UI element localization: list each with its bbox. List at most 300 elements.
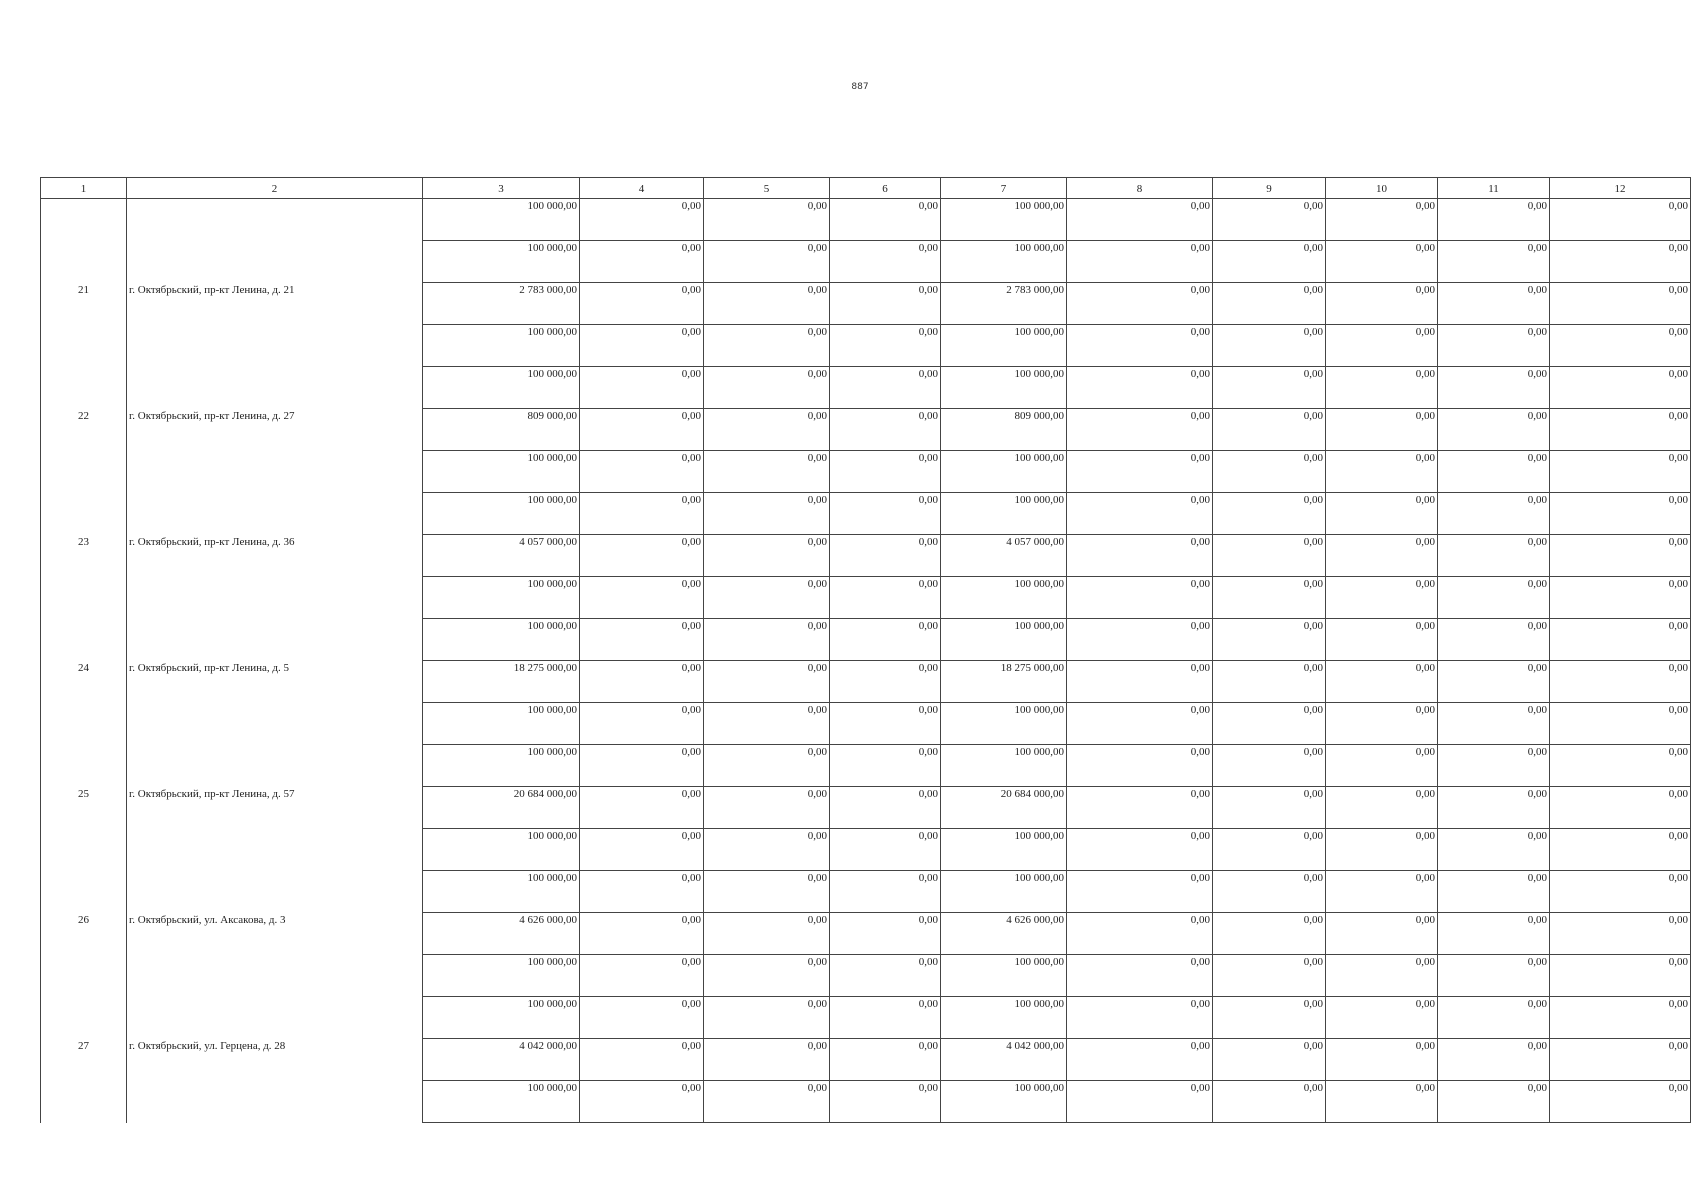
value-cell: 100 000,00 (941, 871, 1067, 913)
value-cell: 100 000,00 (423, 829, 580, 871)
value-cell: 100 000,00 (423, 577, 580, 619)
value-cell: 100 000,00 (423, 199, 580, 241)
value-cell: 0,00 (1213, 661, 1326, 703)
address-cell (127, 241, 423, 283)
value-cell: 0,00 (830, 787, 941, 829)
value-cell: 0,00 (704, 871, 830, 913)
value-cell: 0,00 (580, 619, 704, 661)
value-cell: 0,00 (1213, 829, 1326, 871)
value-cell: 0,00 (1438, 577, 1550, 619)
value-cell: 18 275 000,00 (941, 661, 1067, 703)
value-cell: 0,00 (1067, 409, 1213, 451)
row-number-cell: 26 (41, 913, 127, 955)
row-number-cell (41, 997, 127, 1039)
value-cell: 0,00 (704, 703, 830, 745)
value-cell: 4 626 000,00 (941, 913, 1067, 955)
value-cell: 0,00 (830, 871, 941, 913)
column-header: 11 (1438, 178, 1550, 199)
value-cell: 0,00 (830, 997, 941, 1039)
row-number-cell: 24 (41, 661, 127, 703)
value-cell: 100 000,00 (423, 619, 580, 661)
value-cell: 0,00 (1326, 493, 1438, 535)
value-cell: 0,00 (1213, 493, 1326, 535)
value-cell: 0,00 (1213, 199, 1326, 241)
address-cell (127, 619, 423, 661)
column-header: 9 (1213, 178, 1326, 199)
value-cell: 0,00 (580, 913, 704, 955)
value-cell: 0,00 (1550, 241, 1691, 283)
value-cell: 0,00 (1326, 1039, 1438, 1081)
value-cell: 0,00 (1326, 325, 1438, 367)
value-cell: 100 000,00 (941, 451, 1067, 493)
address-cell: г. Октябрьский, пр-кт Ленина, д. 57 (127, 787, 423, 829)
value-cell: 0,00 (1067, 997, 1213, 1039)
table-row (41, 661, 1691, 703)
value-cell: 0,00 (1438, 493, 1550, 535)
value-cell: 0,00 (1067, 451, 1213, 493)
value-cell: 0,00 (1067, 661, 1213, 703)
value-cell: 100 000,00 (423, 325, 580, 367)
value-cell: 0,00 (1067, 283, 1213, 325)
value-cell: 0,00 (1213, 619, 1326, 661)
value-cell: 0,00 (580, 997, 704, 1039)
row-number-cell: 22 (41, 409, 127, 451)
table-row (41, 703, 1691, 745)
row-number-cell (41, 745, 127, 787)
value-cell: 0,00 (1213, 367, 1326, 409)
row-number-cell (41, 1081, 127, 1123)
value-cell: 100 000,00 (941, 577, 1067, 619)
column-header: 12 (1550, 178, 1691, 199)
value-cell: 100 000,00 (423, 241, 580, 283)
value-cell: 0,00 (1550, 493, 1691, 535)
value-cell: 0,00 (1438, 199, 1550, 241)
value-cell: 2 783 000,00 (941, 283, 1067, 325)
value-cell: 0,00 (1326, 913, 1438, 955)
value-cell: 0,00 (704, 1039, 830, 1081)
value-cell: 0,00 (1550, 913, 1691, 955)
value-cell: 0,00 (704, 745, 830, 787)
value-cell: 0,00 (1067, 871, 1213, 913)
table-row (41, 493, 1691, 535)
value-cell: 0,00 (830, 703, 941, 745)
value-cell: 0,00 (1550, 703, 1691, 745)
value-cell: 0,00 (1326, 787, 1438, 829)
value-cell: 100 000,00 (941, 1081, 1067, 1123)
value-cell: 0,00 (580, 535, 704, 577)
value-cell: 0,00 (1438, 703, 1550, 745)
table-row (41, 199, 1691, 241)
value-cell: 100 000,00 (941, 241, 1067, 283)
table-row (41, 955, 1691, 997)
data-table (40, 177, 1691, 1123)
value-cell: 0,00 (580, 745, 704, 787)
value-cell: 4 057 000,00 (423, 535, 580, 577)
address-cell (127, 577, 423, 619)
value-cell: 0,00 (580, 451, 704, 493)
value-cell: 0,00 (1213, 745, 1326, 787)
column-header: 2 (127, 178, 423, 199)
value-cell: 0,00 (1326, 241, 1438, 283)
value-cell: 0,00 (704, 409, 830, 451)
value-cell: 0,00 (580, 283, 704, 325)
address-cell (127, 451, 423, 493)
value-cell: 0,00 (1550, 577, 1691, 619)
value-cell: 0,00 (830, 577, 941, 619)
row-number-cell (41, 619, 127, 661)
value-cell: 0,00 (704, 913, 830, 955)
value-cell: 0,00 (1213, 955, 1326, 997)
value-cell: 0,00 (704, 787, 830, 829)
value-cell: 0,00 (1213, 913, 1326, 955)
value-cell: 0,00 (1550, 451, 1691, 493)
row-number-cell: 23 (41, 535, 127, 577)
address-cell (127, 745, 423, 787)
row-number-cell (41, 703, 127, 745)
value-cell: 0,00 (580, 241, 704, 283)
value-cell: 0,00 (1067, 955, 1213, 997)
value-cell: 0,00 (830, 367, 941, 409)
row-number-cell: 25 (41, 787, 127, 829)
column-header: 1 (41, 178, 127, 199)
address-cell (127, 955, 423, 997)
table-row (41, 241, 1691, 283)
value-cell: 0,00 (1326, 661, 1438, 703)
value-cell: 0,00 (1550, 199, 1691, 241)
table-row (41, 745, 1691, 787)
value-cell: 0,00 (830, 913, 941, 955)
value-cell: 0,00 (704, 955, 830, 997)
row-number-cell (41, 325, 127, 367)
value-cell: 0,00 (830, 1081, 941, 1123)
row-number-cell (41, 451, 127, 493)
value-cell: 0,00 (1438, 955, 1550, 997)
value-cell: 0,00 (1326, 283, 1438, 325)
value-cell: 100 000,00 (423, 493, 580, 535)
value-cell: 4 042 000,00 (941, 1039, 1067, 1081)
table-row (41, 451, 1691, 493)
value-cell: 0,00 (580, 829, 704, 871)
row-number-cell (41, 241, 127, 283)
address-cell (127, 703, 423, 745)
value-cell: 0,00 (580, 955, 704, 997)
table-row (41, 325, 1691, 367)
value-cell: 0,00 (580, 871, 704, 913)
value-cell: 0,00 (704, 451, 830, 493)
value-cell: 809 000,00 (423, 409, 580, 451)
value-cell: 0,00 (830, 619, 941, 661)
value-cell: 0,00 (704, 283, 830, 325)
row-number-cell (41, 367, 127, 409)
value-cell: 0,00 (704, 199, 830, 241)
table-row (41, 913, 1691, 955)
value-cell: 0,00 (1550, 997, 1691, 1039)
column-header: 5 (704, 178, 830, 199)
value-cell: 0,00 (1438, 325, 1550, 367)
column-header: 8 (1067, 178, 1213, 199)
value-cell: 0,00 (830, 283, 941, 325)
value-cell: 0,00 (1067, 829, 1213, 871)
value-cell: 100 000,00 (941, 199, 1067, 241)
value-cell: 100 000,00 (941, 493, 1067, 535)
column-header: 10 (1326, 178, 1438, 199)
value-cell: 20 684 000,00 (941, 787, 1067, 829)
column-header: 3 (423, 178, 580, 199)
table-row (41, 619, 1691, 661)
header-row (41, 178, 1691, 199)
value-cell: 100 000,00 (941, 955, 1067, 997)
value-cell: 100 000,00 (423, 871, 580, 913)
value-cell: 0,00 (1213, 325, 1326, 367)
value-cell: 0,00 (1213, 871, 1326, 913)
value-cell: 0,00 (1326, 619, 1438, 661)
value-cell: 0,00 (830, 745, 941, 787)
value-cell: 0,00 (1550, 871, 1691, 913)
table-row (41, 409, 1691, 451)
value-cell: 0,00 (1438, 871, 1550, 913)
value-cell: 0,00 (1550, 787, 1691, 829)
value-cell: 0,00 (1067, 199, 1213, 241)
value-cell: 0,00 (1326, 451, 1438, 493)
value-cell: 0,00 (830, 493, 941, 535)
table-row (41, 367, 1691, 409)
value-cell: 0,00 (704, 241, 830, 283)
value-cell: 0,00 (1067, 787, 1213, 829)
value-cell: 0,00 (1213, 451, 1326, 493)
table-row (41, 997, 1691, 1039)
value-cell: 0,00 (1326, 997, 1438, 1039)
value-cell: 100 000,00 (423, 955, 580, 997)
value-cell: 100 000,00 (423, 745, 580, 787)
value-cell: 0,00 (580, 325, 704, 367)
value-cell: 0,00 (1550, 325, 1691, 367)
value-cell: 0,00 (704, 577, 830, 619)
value-cell: 0,00 (1550, 409, 1691, 451)
value-cell: 0,00 (704, 535, 830, 577)
value-cell: 0,00 (1326, 1081, 1438, 1123)
value-cell: 0,00 (1438, 829, 1550, 871)
value-cell: 0,00 (830, 535, 941, 577)
value-cell: 0,00 (704, 829, 830, 871)
value-cell: 0,00 (1067, 535, 1213, 577)
value-cell: 0,00 (704, 493, 830, 535)
value-cell: 4 626 000,00 (423, 913, 580, 955)
value-cell: 0,00 (1213, 577, 1326, 619)
value-cell: 0,00 (1550, 535, 1691, 577)
value-cell: 0,00 (580, 367, 704, 409)
value-cell: 0,00 (1326, 367, 1438, 409)
value-cell: 0,00 (1067, 325, 1213, 367)
address-cell: г. Октябрьский, ул. Герцена, д. 28 (127, 1039, 423, 1081)
value-cell: 0,00 (580, 1081, 704, 1123)
address-cell: г. Октябрьский, пр-кт Ленина, д. 21 (127, 283, 423, 325)
value-cell: 0,00 (1067, 241, 1213, 283)
value-cell: 100 000,00 (941, 367, 1067, 409)
address-cell (127, 871, 423, 913)
value-cell: 0,00 (1213, 535, 1326, 577)
value-cell: 0,00 (1213, 703, 1326, 745)
value-cell: 0,00 (830, 1039, 941, 1081)
value-cell: 0,00 (1326, 703, 1438, 745)
table-row (41, 787, 1691, 829)
address-cell: г. Октябрьский, пр-кт Ленина, д. 27 (127, 409, 423, 451)
value-cell: 0,00 (1438, 367, 1550, 409)
value-cell: 809 000,00 (941, 409, 1067, 451)
value-cell: 0,00 (1438, 283, 1550, 325)
table-row (41, 829, 1691, 871)
value-cell: 0,00 (1326, 409, 1438, 451)
row-number-cell (41, 955, 127, 997)
value-cell: 0,00 (830, 955, 941, 997)
value-cell: 0,00 (1550, 367, 1691, 409)
address-cell (127, 997, 423, 1039)
value-cell: 0,00 (1326, 871, 1438, 913)
table-row (41, 577, 1691, 619)
address-cell (127, 493, 423, 535)
value-cell: 0,00 (830, 409, 941, 451)
address-cell (127, 829, 423, 871)
value-cell: 0,00 (704, 367, 830, 409)
value-cell: 0,00 (1438, 661, 1550, 703)
value-cell: 0,00 (830, 199, 941, 241)
value-cell: 0,00 (1213, 1081, 1326, 1123)
value-cell: 0,00 (1213, 283, 1326, 325)
address-cell (127, 199, 423, 241)
value-cell: 100 000,00 (941, 703, 1067, 745)
column-header: 7 (941, 178, 1067, 199)
value-cell: 100 000,00 (941, 619, 1067, 661)
value-cell: 0,00 (1326, 535, 1438, 577)
value-cell: 0,00 (580, 577, 704, 619)
value-cell: 4 042 000,00 (423, 1039, 580, 1081)
value-cell: 100 000,00 (941, 829, 1067, 871)
value-cell: 0,00 (580, 493, 704, 535)
value-cell: 100 000,00 (941, 745, 1067, 787)
value-cell: 0,00 (580, 661, 704, 703)
value-cell: 0,00 (1438, 1039, 1550, 1081)
value-cell: 0,00 (580, 787, 704, 829)
value-cell: 100 000,00 (423, 1081, 580, 1123)
value-cell: 0,00 (580, 409, 704, 451)
value-cell: 0,00 (1438, 745, 1550, 787)
table-row (41, 535, 1691, 577)
value-cell: 0,00 (830, 829, 941, 871)
value-cell: 0,00 (1438, 619, 1550, 661)
value-cell: 0,00 (1067, 1039, 1213, 1081)
value-cell: 100 000,00 (941, 325, 1067, 367)
value-cell: 20 684 000,00 (423, 787, 580, 829)
value-cell: 0,00 (1326, 577, 1438, 619)
value-cell: 0,00 (1550, 1039, 1691, 1081)
value-cell: 0,00 (1550, 283, 1691, 325)
value-cell: 0,00 (1326, 199, 1438, 241)
value-cell: 0,00 (830, 241, 941, 283)
value-cell: 0,00 (1438, 1081, 1550, 1123)
address-cell: г. Октябрьский, ул. Аксакова, д. 3 (127, 913, 423, 955)
value-cell: 0,00 (1067, 619, 1213, 661)
value-cell: 100 000,00 (941, 997, 1067, 1039)
column-header: 6 (830, 178, 941, 199)
value-cell: 0,00 (830, 325, 941, 367)
value-cell: 0,00 (1438, 913, 1550, 955)
value-cell: 0,00 (580, 703, 704, 745)
value-cell: 100 000,00 (423, 997, 580, 1039)
value-cell: 0,00 (1550, 1081, 1691, 1123)
value-cell: 0,00 (1438, 997, 1550, 1039)
value-cell: 100 000,00 (423, 703, 580, 745)
value-cell: 0,00 (1067, 913, 1213, 955)
address-cell: г. Октябрьский, пр-кт Ленина, д. 5 (127, 661, 423, 703)
value-cell: 100 000,00 (423, 367, 580, 409)
value-cell: 4 057 000,00 (941, 535, 1067, 577)
value-cell: 0,00 (1326, 955, 1438, 997)
value-cell: 100 000,00 (423, 451, 580, 493)
value-cell: 2 783 000,00 (423, 283, 580, 325)
table-row (41, 871, 1691, 913)
value-cell: 0,00 (1213, 997, 1326, 1039)
value-cell: 0,00 (580, 1039, 704, 1081)
row-number-cell (41, 577, 127, 619)
table-row (41, 1081, 1691, 1123)
value-cell: 0,00 (1438, 241, 1550, 283)
row-number-cell (41, 493, 127, 535)
value-cell: 0,00 (1438, 451, 1550, 493)
value-cell: 0,00 (1438, 535, 1550, 577)
address-cell (127, 1081, 423, 1123)
value-cell: 0,00 (704, 997, 830, 1039)
table-row (41, 283, 1691, 325)
value-cell: 0,00 (704, 619, 830, 661)
value-cell: 0,00 (1550, 661, 1691, 703)
value-cell: 0,00 (1067, 1081, 1213, 1123)
value-cell: 0,00 (1213, 787, 1326, 829)
value-cell: 0,00 (580, 199, 704, 241)
row-number-cell: 21 (41, 283, 127, 325)
value-cell: 0,00 (1438, 787, 1550, 829)
row-number-cell (41, 871, 127, 913)
value-cell: 0,00 (1067, 367, 1213, 409)
table-row (41, 1039, 1691, 1081)
page-number: 887 (851, 82, 869, 92)
value-cell: 0,00 (704, 1081, 830, 1123)
value-cell: 0,00 (1213, 241, 1326, 283)
value-cell: 0,00 (704, 661, 830, 703)
value-cell: 0,00 (1213, 1039, 1326, 1081)
value-cell: 0,00 (1326, 829, 1438, 871)
address-cell (127, 325, 423, 367)
value-cell: 0,00 (1067, 745, 1213, 787)
value-cell: 0,00 (1550, 619, 1691, 661)
value-cell: 0,00 (1326, 745, 1438, 787)
value-cell: 0,00 (704, 325, 830, 367)
column-header: 4 (580, 178, 704, 199)
value-cell: 0,00 (830, 661, 941, 703)
value-cell: 0,00 (1213, 409, 1326, 451)
value-cell: 0,00 (1550, 955, 1691, 997)
value-cell: 0,00 (1438, 409, 1550, 451)
value-cell: 0,00 (1067, 703, 1213, 745)
row-number-cell (41, 829, 127, 871)
row-number-cell (41, 199, 127, 241)
value-cell: 0,00 (830, 451, 941, 493)
value-cell: 0,00 (1550, 745, 1691, 787)
address-cell: г. Октябрьский, пр-кт Ленина, д. 36 (127, 535, 423, 577)
value-cell: 0,00 (1067, 577, 1213, 619)
value-cell: 0,00 (1067, 493, 1213, 535)
row-number-cell: 27 (41, 1039, 127, 1081)
address-cell (127, 367, 423, 409)
value-cell: 18 275 000,00 (423, 661, 580, 703)
